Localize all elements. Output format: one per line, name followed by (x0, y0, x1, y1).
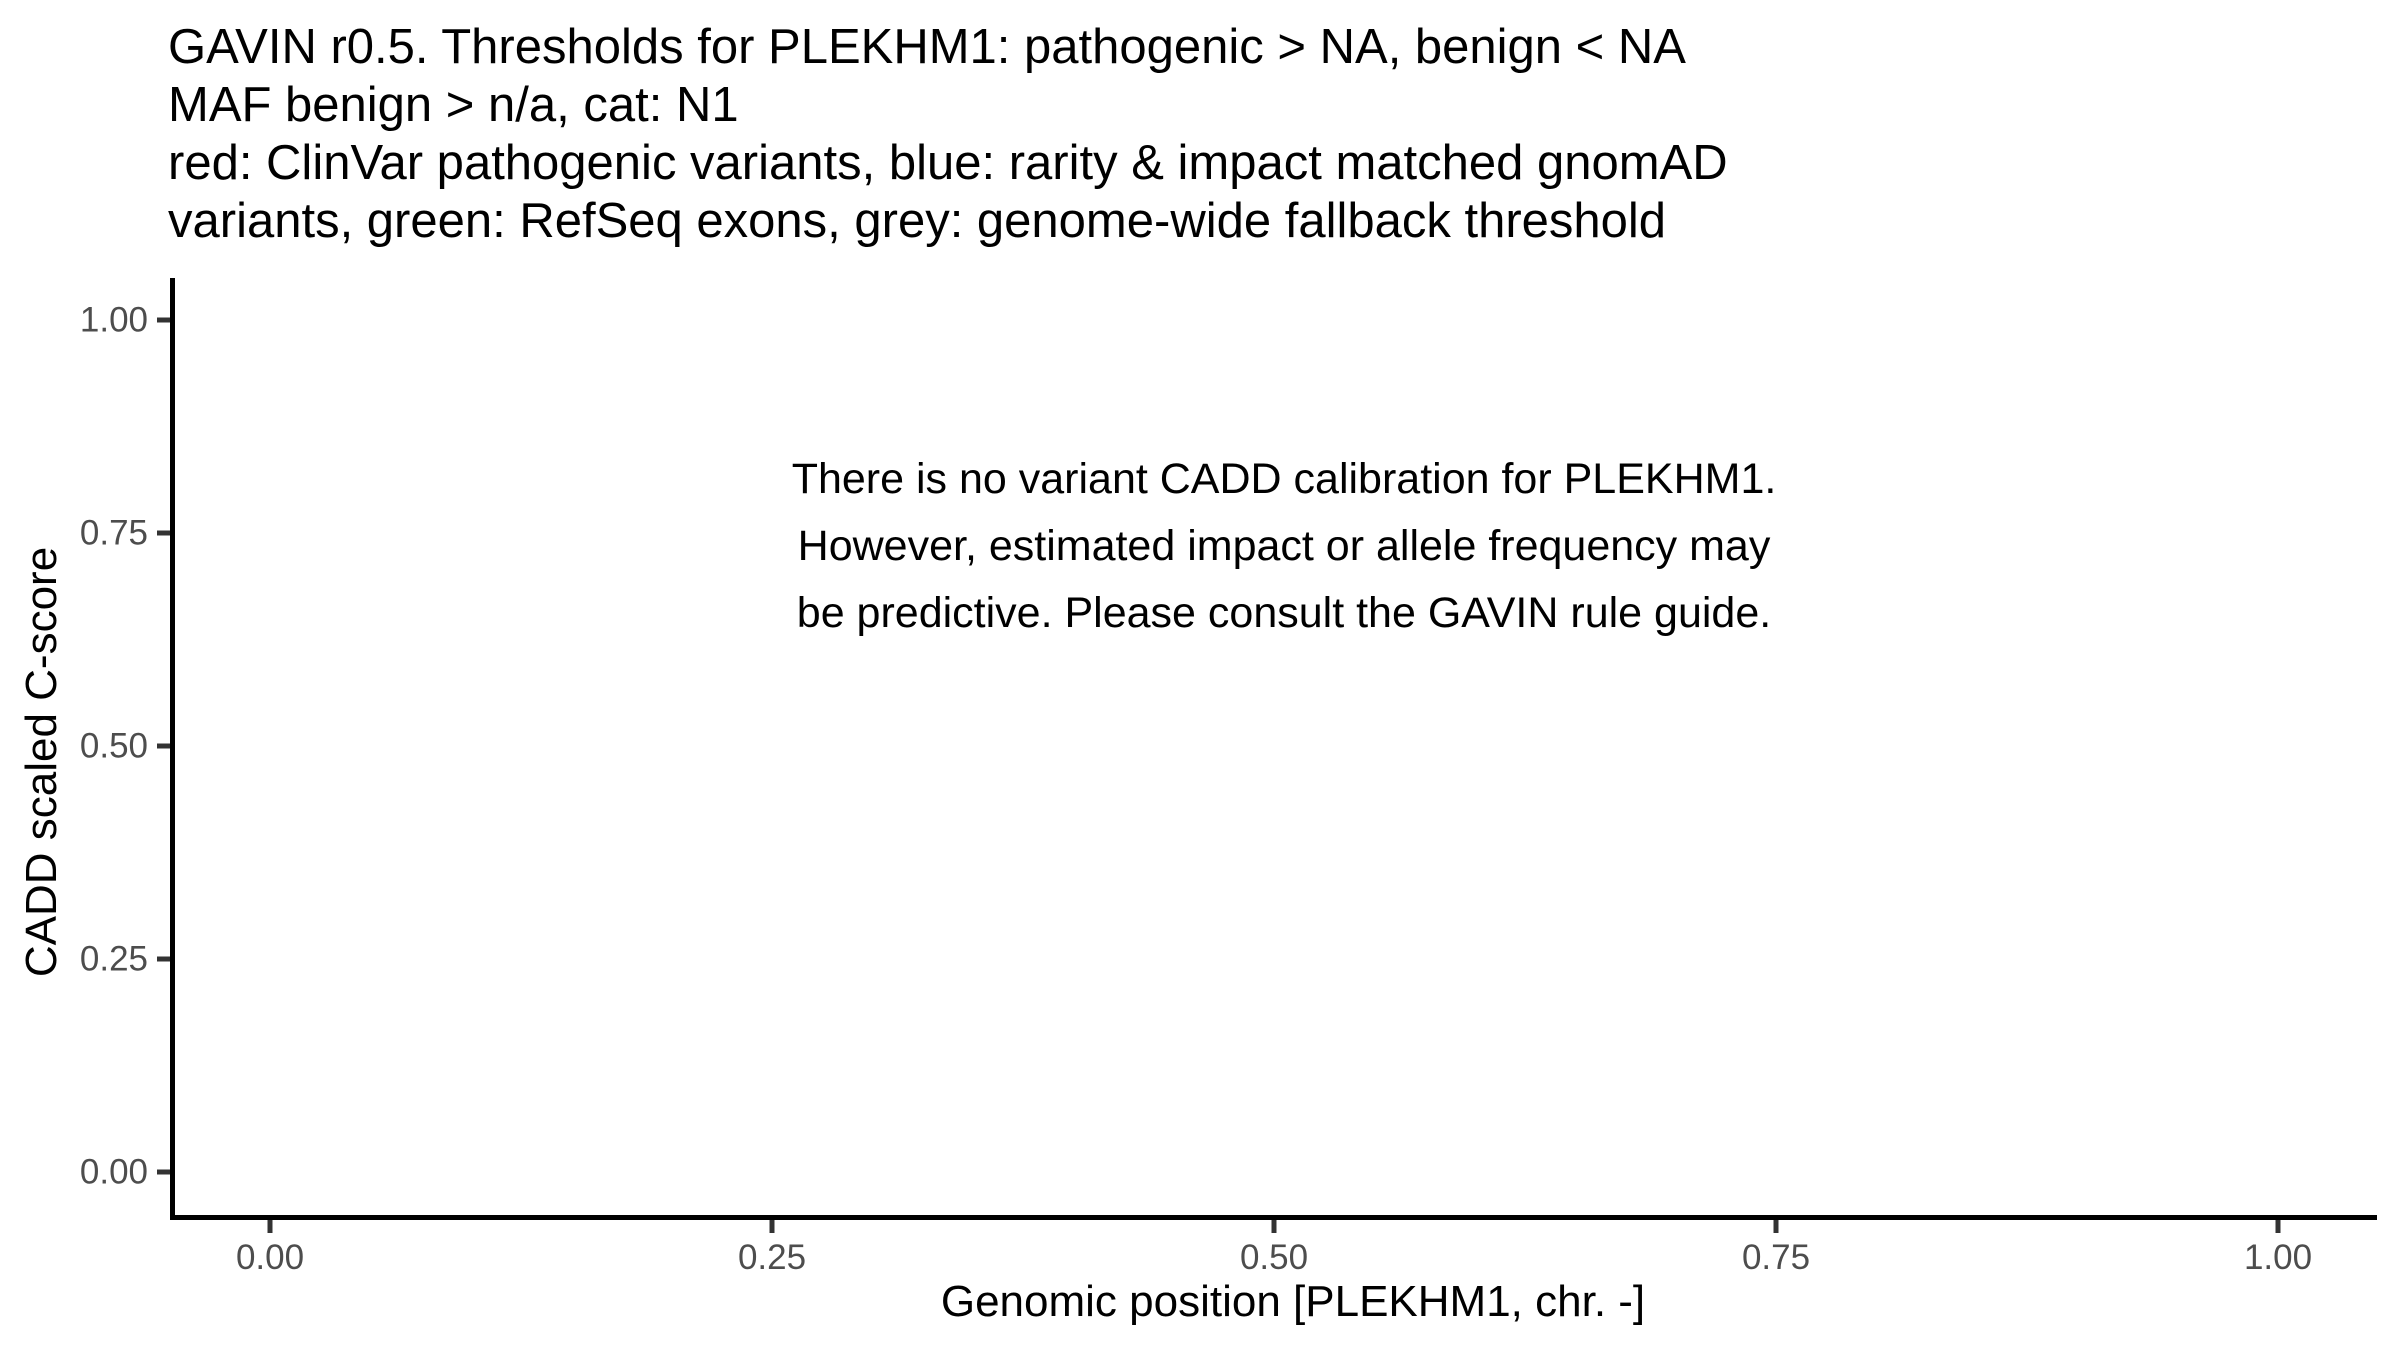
y-tick-mark (157, 318, 170, 323)
annotation-line-3: be predictive. Please consult the GAVIN rule guide. (796, 589, 1772, 637)
y-tick-label: 0.50 (79, 726, 148, 766)
y-tick-label: 0.75 (79, 513, 148, 553)
plot-title-line-4: variants, green: RefSeq exons, grey: genome-wide fallback threshold (168, 194, 1667, 248)
x-tick-mark (1774, 1220, 1779, 1233)
plot-title-line-3: red: ClinVar pathogenic variants, blue: rarity & impact matched gnomAD (168, 136, 1728, 190)
x-tick-label: 0.25 (737, 1238, 807, 1277)
y-axis-title: CADD scaled C-score (17, 546, 66, 978)
x-tick-label: 0.00 (235, 1238, 305, 1277)
x-tick-label: 0.75 (1741, 1238, 1811, 1277)
x-axis-title: Genomic position [PLEKHM1, chr. -] (940, 1277, 1646, 1326)
annotation-line-1: There is no variant CADD calibration for PLEKHM1. (791, 455, 1777, 503)
y-tick-mark (157, 744, 170, 749)
y-tick-label: 0.00 (79, 1152, 148, 1192)
x-tick-mark (770, 1220, 775, 1233)
annotation-line-2: However, estimated impact or allele frequency may (797, 522, 1771, 570)
x-tick-mark (268, 1220, 273, 1233)
y-tick-mark (157, 531, 170, 536)
x-tick-mark (2276, 1220, 2281, 1233)
y-tick-mark (157, 1170, 170, 1175)
no-calibration-annotation (792, 446, 1777, 647)
plot-title (168, 18, 1728, 250)
plot-panel (170, 278, 2377, 1220)
plot-title-line-2: MAF benign > n/a, cat: N1 (168, 78, 739, 132)
plot-title-line-1: GAVIN r0.5. Thresholds for PLEKHM1: pathogenic > NA, benign < NA (168, 20, 1686, 74)
y-tick-label: 0.25 (79, 939, 148, 979)
x-tick-label: 1.00 (2243, 1238, 2313, 1277)
x-tick-mark (1272, 1220, 1277, 1233)
x-tick-label: 0.50 (1239, 1238, 1309, 1277)
y-tick-label: 1.00 (79, 300, 148, 340)
y-tick-mark (157, 957, 170, 962)
